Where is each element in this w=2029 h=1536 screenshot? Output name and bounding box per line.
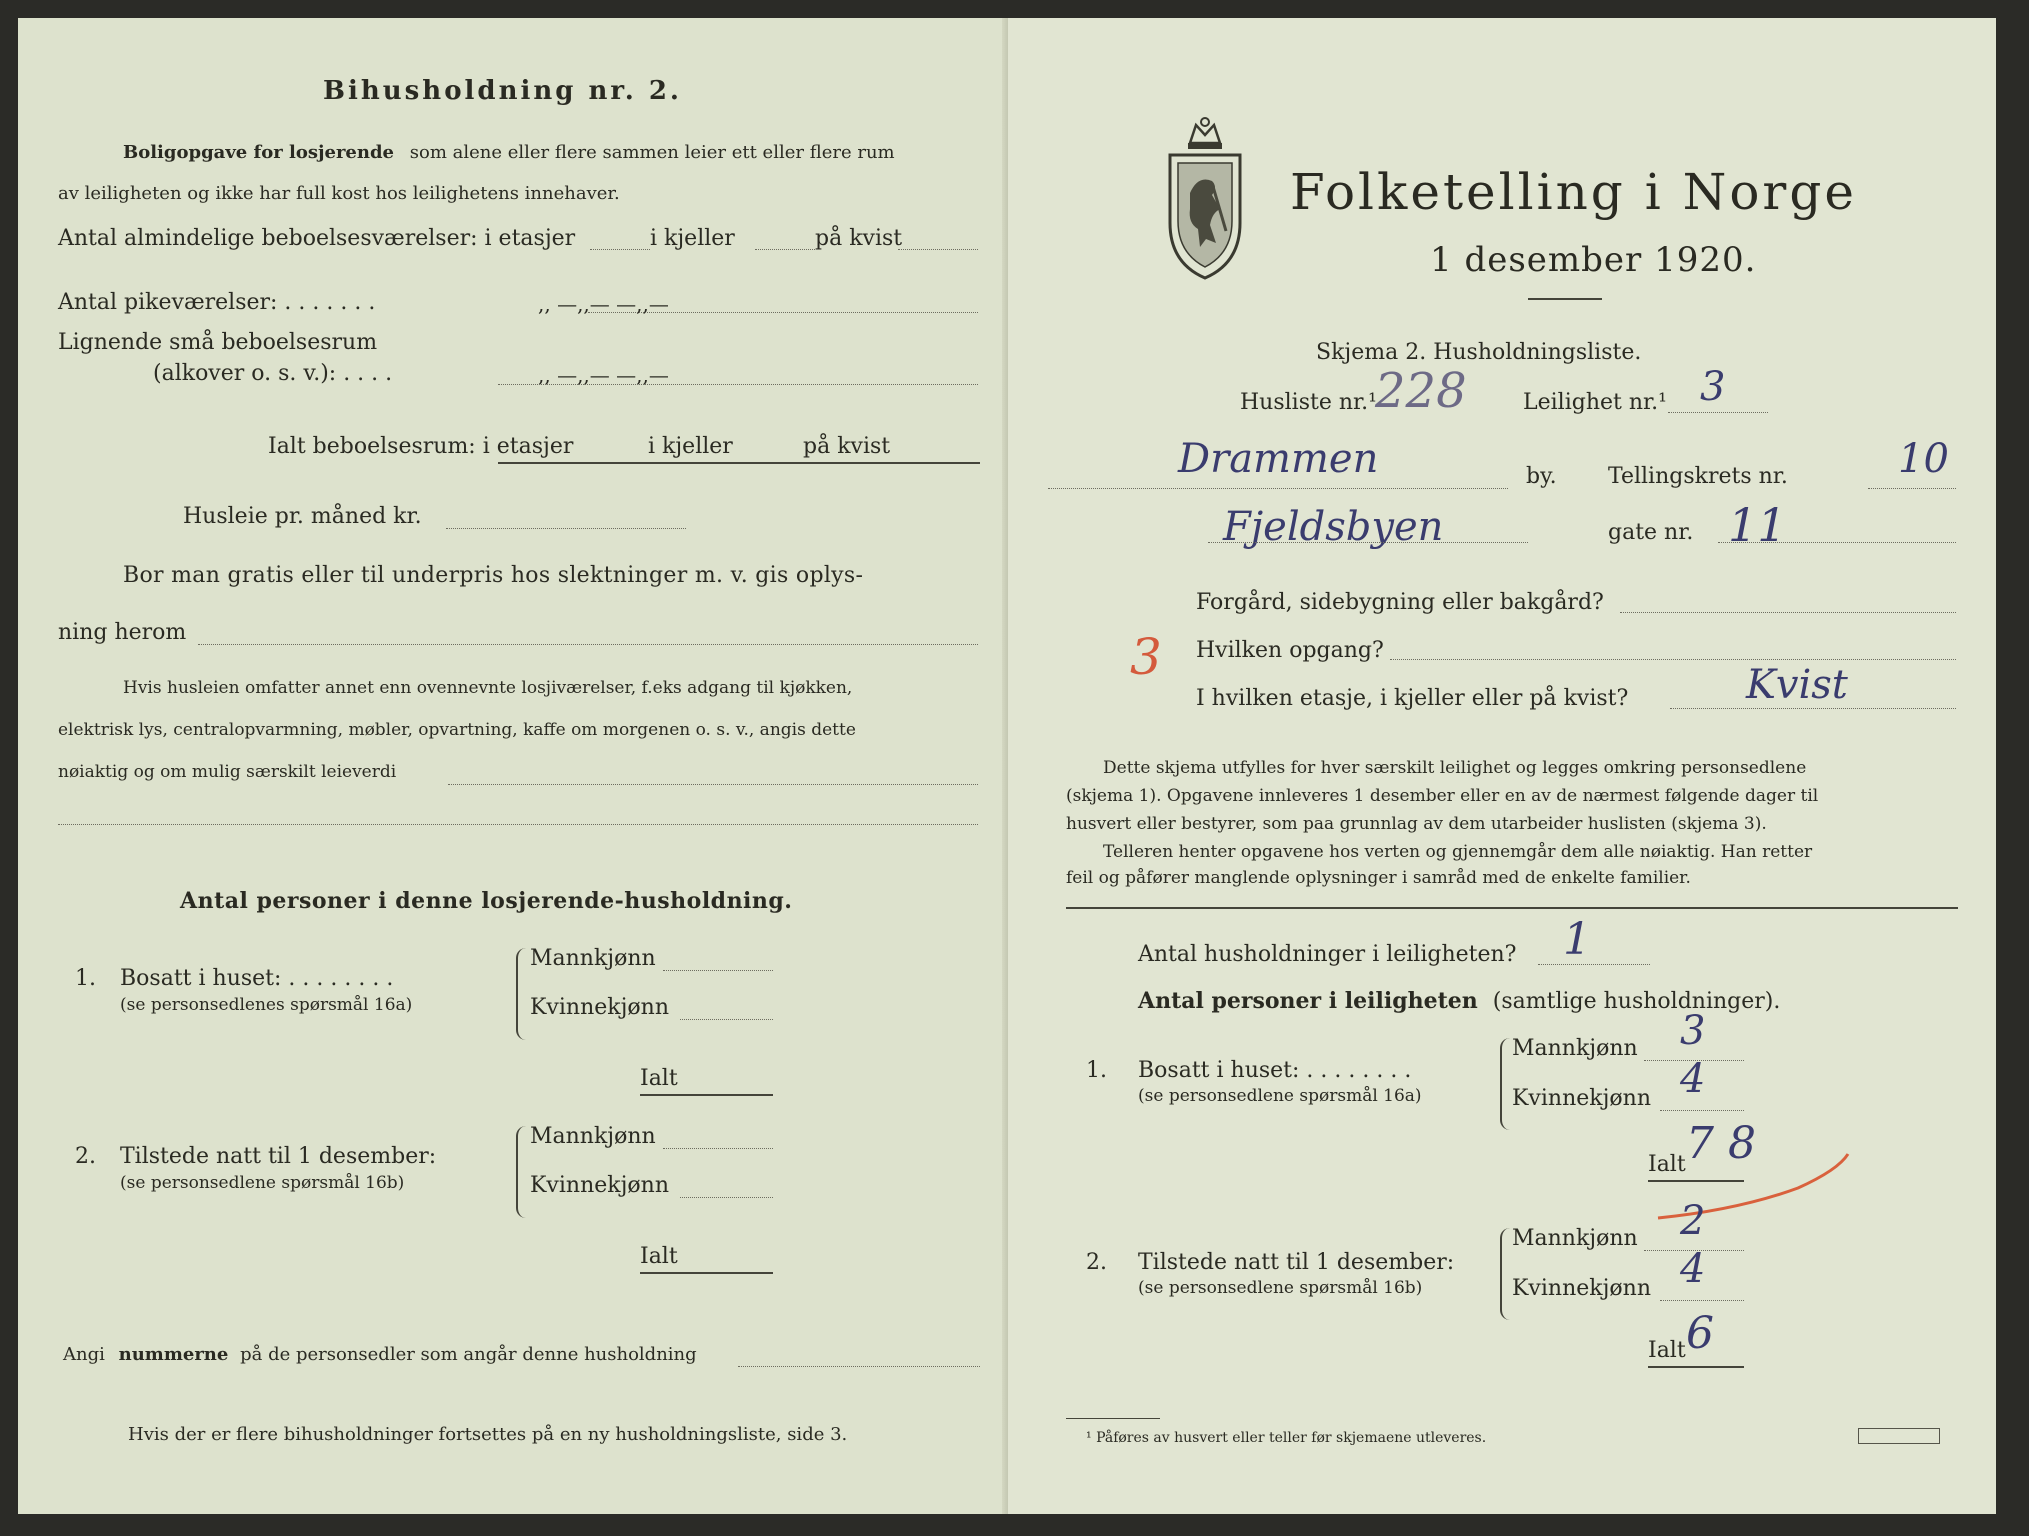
etasje-value[interactable]: Kvist xyxy=(1746,662,1848,708)
info-line-1: Dette skjema utfylles for hver særskilt leilighet og legges omkring personsedlene xyxy=(1103,758,1807,778)
antal-husholdninger-value[interactable]: 1 xyxy=(1563,914,1591,965)
right-q1-kvinne-value[interactable]: 4 xyxy=(1680,1056,1706,1102)
right-q2-label: Tilstede natt til 1 desember: xyxy=(1138,1250,1455,1275)
tellingskrets-label: Tellingskrets nr. xyxy=(1608,464,1788,489)
angi-pre: Angi xyxy=(63,1344,105,1365)
left-antal-personer-heading: Antal personer i denne losjerende-husholdning. xyxy=(180,888,793,914)
intro-rest-1: som alene eller flere sammen leier ett eller flere rum xyxy=(409,142,895,163)
pike-field[interactable] xyxy=(588,312,978,313)
forgard-field[interactable] xyxy=(1620,612,1956,613)
right-q2-ialt-field[interactable] xyxy=(1648,1366,1744,1368)
etasjer-field[interactable] xyxy=(590,249,650,250)
ialt-kjeller-label: i kjeller xyxy=(648,434,733,459)
right-q1-number: 1. xyxy=(1086,1058,1107,1083)
leieverdi-field-2[interactable] xyxy=(58,824,978,825)
leilighet-field[interactable] xyxy=(1668,412,1768,413)
hvis-line-1: Hvis husleien omfatter annet enn ovennevnte losjiværelser, f.eks adgang til kjøkken, xyxy=(123,678,853,698)
ialt-kvist-label: på kvist xyxy=(803,434,891,459)
left-q1-ialt-label: Ialt xyxy=(640,1066,678,1091)
right-q2-kvinne-field[interactable] xyxy=(1660,1300,1744,1301)
info-line-2: (skjema 1). Opgavene innleveres 1 desember eller en av de nærmest følgende dager til xyxy=(1066,786,1819,806)
antal-personer-bold: Antal personer i leiligheten xyxy=(1138,988,1478,1014)
right-q1-sub: (se personsedlene spørsmål 16a) xyxy=(1138,1086,1422,1106)
left-q2-brace xyxy=(516,1126,528,1218)
info-divider xyxy=(1066,907,1958,909)
leieverdi-field[interactable] xyxy=(448,784,978,785)
opgang-field[interactable] xyxy=(1390,659,1956,660)
etasje-field[interactable] xyxy=(1670,708,1956,709)
pike-ditto-marks: ,, —,,— —,,— xyxy=(538,292,669,316)
left-q2-kvinne-label: Kvinnekjønn xyxy=(530,1173,669,1198)
right-q2-kvinne-label: Kvinnekjønn xyxy=(1512,1276,1651,1301)
right-q1-ialt-label: Ialt xyxy=(1648,1152,1686,1177)
tellingskrets-value[interactable]: 10 xyxy=(1898,436,1949,482)
census-form-sheet xyxy=(18,18,1996,1514)
angi-line xyxy=(63,1344,697,1365)
right-q2-mann-value[interactable]: 2 xyxy=(1680,1198,1706,1244)
skjema-label: Skjema 2. Husholdningsliste. xyxy=(1316,340,1642,365)
left-q2-sub: (se personsedlene spørsmål 16b) xyxy=(120,1173,405,1193)
tellingskrets-field[interactable] xyxy=(1868,488,1956,489)
by-value[interactable]: Drammen xyxy=(1178,436,1379,482)
gate-nr-field[interactable] xyxy=(1718,542,1956,543)
left-q1-number: 1. xyxy=(75,966,96,991)
info-line-4: Telleren henter opgavene hos verten og gjennemgår dem alle nøiaktig. Han retter xyxy=(1103,842,1813,862)
opgang-label: Hvilken opgang? xyxy=(1196,638,1384,663)
left-q1-label: Bosatt i huset: . . . . . . . . xyxy=(120,966,394,991)
footnote: ¹ Påføres av husvert eller teller før skjemaene utleveres. xyxy=(1086,1430,1487,1446)
left-q1-mann-label: Mannkjønn xyxy=(530,946,656,971)
right-q2-brace xyxy=(1500,1228,1512,1320)
left-q1-kvinne-label: Kvinnekjønn xyxy=(530,995,669,1020)
hvis-line-3: nøiaktig og om mulig særskilt leieverdi xyxy=(58,762,397,782)
right-page-husholdningsliste xyxy=(1008,18,1996,1514)
husleie-label: Husleie pr. måned kr. xyxy=(183,504,422,529)
left-q2-number: 2. xyxy=(75,1144,96,1169)
right-q2-ialt-value[interactable]: 6 xyxy=(1686,1308,1714,1359)
paa-kvist-label: på kvist xyxy=(815,226,903,251)
antal-pike-label: Antal pikeværelser: . . . . . . . xyxy=(58,290,376,315)
left-page-bihusholdning xyxy=(18,18,1008,1514)
antal-personer-rest: (samtlige husholdninger). xyxy=(1492,989,1781,1014)
hvis-line-2: elektrisk lys, centralopvarmning, møbler, opvartning, kaffe om morgenen o. s. v., angis dette xyxy=(58,720,856,740)
antal-husholdninger-field[interactable] xyxy=(1538,964,1650,965)
intro-line-2: av leiligheten og ikke har full kost hos leilighetens innehaver. xyxy=(58,183,620,204)
form-title: Folketelling i Norge xyxy=(1290,163,1857,221)
intro-line-1 xyxy=(123,142,965,163)
by-label: by. xyxy=(1526,464,1557,489)
leilighet-value[interactable]: 3 xyxy=(1700,364,1726,410)
left-q2-ialt-field[interactable] xyxy=(640,1272,773,1274)
right-q2-ialt-label: Ialt xyxy=(1648,1338,1686,1363)
gate-nr-value[interactable]: 11 xyxy=(1728,498,1787,552)
left-q2-ialt-label: Ialt xyxy=(640,1244,678,1269)
husliste-label: Husliste nr.¹ xyxy=(1240,390,1377,415)
right-q2-sub: (se personsedlene spørsmål 16b) xyxy=(1138,1278,1423,1298)
left-q1-ialt-field[interactable] xyxy=(640,1094,773,1096)
right-q1-ialt-value[interactable]: 7 8 xyxy=(1686,1118,1756,1169)
by-field[interactable] xyxy=(1048,488,1508,489)
left-footer: Hvis der er flere bihusholdninger fortsettes på en ny husholdningsliste, side 3. xyxy=(128,1424,848,1445)
angi-post: på de personsedler som angår denne husholdning xyxy=(240,1344,697,1365)
antal-almindelige-label: Antal almindelige beboelsesværelser: i etasjer xyxy=(58,226,576,251)
left-q1-sub: (se personsedlenes spørsmål 16a) xyxy=(120,995,413,1015)
lignende-field[interactable] xyxy=(498,384,978,385)
right-q2-number: 2. xyxy=(1086,1250,1107,1275)
left-q2-mann-label: Mannkjønn xyxy=(530,1124,656,1149)
lignende-label-1: Lignende små beboelsesrum xyxy=(58,330,378,355)
left-q1-kvinne-field[interactable] xyxy=(680,1019,773,1020)
ialt-beboelse-label: Ialt beboelsesrum: i etasjer xyxy=(268,434,574,459)
i-kjeller-label: i kjeller xyxy=(650,226,735,251)
left-q2-mann-field[interactable] xyxy=(663,1148,773,1149)
bor-man-line-1: Bor man gratis eller til underpris hos slektninger m. v. gis oplys- xyxy=(123,563,864,588)
left-q2-kvinne-field[interactable] xyxy=(680,1197,773,1198)
norwegian-coat-of-arms-icon xyxy=(1160,113,1250,283)
angi-bold: nummerne xyxy=(118,1344,229,1365)
left-q1-brace xyxy=(516,948,528,1040)
husleie-field[interactable] xyxy=(446,528,686,529)
husliste-value[interactable]: 228 xyxy=(1375,363,1467,419)
kjeller-field[interactable] xyxy=(755,249,815,250)
bor-man-field[interactable] xyxy=(198,644,978,645)
lignende-label-2: (alkover o. s. v.): . . . . xyxy=(153,361,393,386)
intro-bold: Boligopgave for losjerende xyxy=(123,142,395,163)
forgard-label: Forgård, sidebygning eller bakgård? xyxy=(1196,590,1604,615)
gate-label: gate nr. xyxy=(1608,520,1694,545)
lignende-ditto-marks: ,, —,,— —,,— xyxy=(538,363,669,387)
right-q2-kvinne-value[interactable]: 4 xyxy=(1680,1246,1706,1292)
right-q1-brace xyxy=(1500,1038,1512,1130)
right-q2-mann-label: Mannkjønn xyxy=(1512,1226,1638,1251)
printer-mark-box xyxy=(1858,1428,1940,1444)
kvist-field[interactable] xyxy=(898,249,978,250)
etasje-label: I hvilken etasje, i kjeller eller på kvist? xyxy=(1196,686,1629,711)
left-q2-label: Tilstede natt til 1 desember: xyxy=(120,1144,437,1169)
gate-value[interactable]: Fjeldsbyen xyxy=(1223,504,1444,550)
left-page-title: Bihusholdning nr. 2. xyxy=(323,76,682,106)
opgang-margin-note: 3 xyxy=(1130,628,1162,686)
info-line-5: feil og påfører manglende oplysninger i samråd med de enkelte familier. xyxy=(1066,868,1691,888)
form-date: 1 desember 1920. xyxy=(1430,240,1757,280)
right-q1-label: Bosatt i huset: . . . . . . . . xyxy=(1138,1058,1412,1083)
title-divider xyxy=(1528,298,1602,300)
left-q1-mann-field[interactable] xyxy=(663,970,773,971)
ialt-beboelse-underline xyxy=(498,462,980,464)
footnote-divider xyxy=(1066,1418,1160,1419)
leilighet-label: Leilighet nr.¹ xyxy=(1523,390,1667,415)
angi-field[interactable] xyxy=(738,1366,980,1367)
antal-husholdninger-label: Antal husholdninger i leiligheten? xyxy=(1138,942,1517,967)
bor-man-line-2: ning herom xyxy=(58,620,187,645)
right-q1-kvinne-label: Kvinnekjønn xyxy=(1512,1086,1651,1111)
gate-field[interactable] xyxy=(1208,542,1528,543)
info-line-3: husvert eller bestyrer, som paa grunnlag av dem utarbeider huslisten (skjema 3). xyxy=(1066,814,1767,834)
right-q1-kvinne-field[interactable] xyxy=(1660,1110,1744,1111)
right-q1-mann-value[interactable]: 3 xyxy=(1680,1008,1706,1054)
right-q1-mann-label: Mannkjønn xyxy=(1512,1036,1638,1061)
